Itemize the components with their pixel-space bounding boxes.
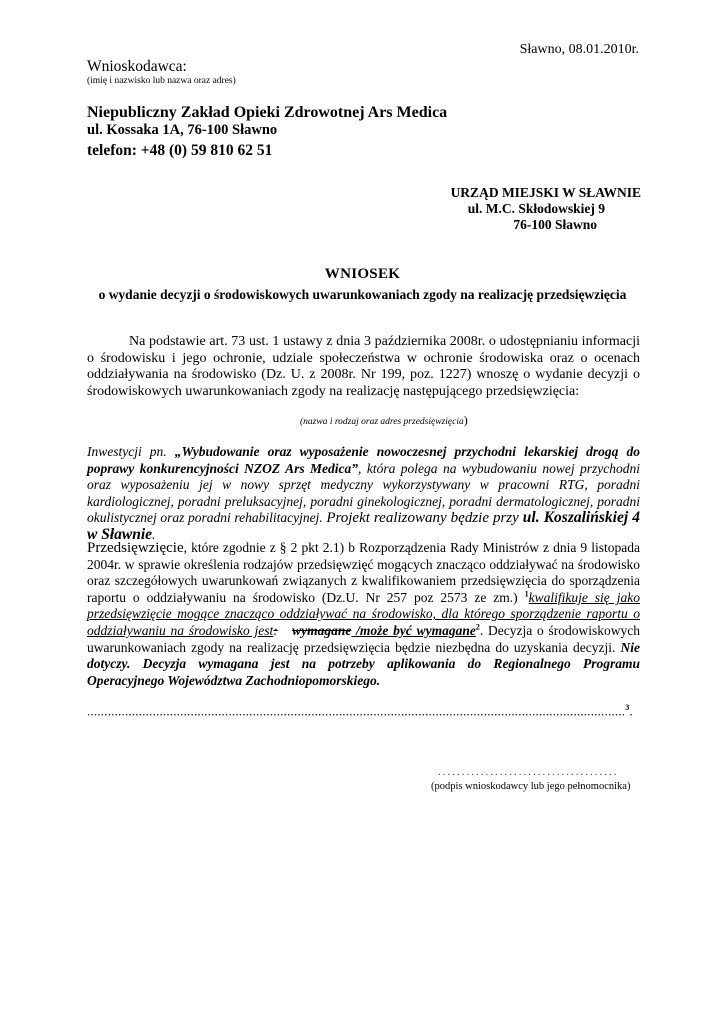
footnote-3: 3: [625, 703, 630, 712]
not-applicable-note: Nie dotyczy. Decyzja wymagana jest na potrzeby aplikowania do Regionalnego Programu Operacyjnego Województwa Zachodniopomorskiego.: [87, 639, 640, 688]
investment-end: .: [152, 526, 156, 542]
document-title: WNIOSEK: [324, 266, 401, 282]
org-phone: telefon: +48 (0) 59 810 62 51: [87, 142, 273, 159]
applicant-hint: (imię i nazwisko lub nazwa oraz adres): [87, 76, 236, 86]
request-text: Na podstawie art. 73 ust. 1 ustawy z dnia 3 października 2008r. o udostępnianiu informacji o środowisku i jego ochronie, udziale społeczeństwa w ochronie środowiska oraz o ocenach oddziaływania na środowisko (Dz. U. z 2008r. Nr 199, poz. 1227) wnoszę o wydanie decyzji o środowiskowych uwarunkowaniach zgody na realizację następującego przedsięwzięcia:: [87, 334, 640, 399]
decision-necessity: . Decyzja o środowiskowych uwarunkowaniach zgody na realizację przedsięwzięcia będzie niezbędna do uzyskania decyzji.: [87, 622, 641, 655]
recipient-office: [341, 185, 641, 233]
footnote-1: 1: [524, 589, 529, 599]
org-address: ul. Kossaka 1A, 76-100 Sławno: [87, 122, 278, 138]
dotted-line: [87, 703, 640, 719]
may-be-required: /może być wymagane: [351, 622, 476, 638]
applicant-label: Wnioskodawca:: [87, 58, 187, 75]
investment-location: ul. Koszalińskiej 4 w Sławnie: [87, 509, 640, 543]
dotted-fill: ............................................................................................................................................................: [87, 703, 626, 719]
office-street: ul. M.C. Skłodowskiej 9: [467, 201, 605, 216]
qualification-text: , które zgodnie z § 2 pkt 2.1) b Rozporządzenia Rady Ministrów z dnia 9 listopada 2004r. w sprawie określenia rodzajów przedsięwzięć mogących znacząco oddziaływać na środowisko oraz szczegółowych uwarunkowań związanych z kwalifikowaniem przedsięwzięcia do sporządzenia raportu o oddziaływaniu na środowisko (Dz.U. Nr 257 poz 2573 ze zm.): [87, 540, 640, 605]
investment-name: „Wybudowanie oraz wyposażenie nowoczesnej przychodni lekarskiej drogą do poprawy konkurencyjności NZOZ Ars Medica”: [87, 444, 641, 476]
project-hint-text: (nazwa i rodzaj oraz adres przedsięwzięcia: [300, 417, 464, 427]
footnote-2: 2: [475, 622, 480, 632]
qualification-statement: kwalifikuje się jako przedsięwzięcie mogące znacząco oddziaływać na środowisko, dla którego sporządzenie raportu o oddziaływaniu na środowisko jest: [87, 589, 640, 638]
org-name: Niepubliczny Zakład Opieki Zdrowotnej Ars Medica: [87, 104, 448, 121]
document-date: Sławno, 08.01.2010r.: [519, 42, 639, 57]
project-hint-paren: ): [463, 413, 468, 427]
project-hint: [300, 413, 468, 428]
investment-details: , która polega na wybudowaniu nowej przychodni oraz wyposażeniu jej w nowy sprzęt medyczny wykorzystywany w pracowni RTG, poradni kardiologicznej, poradni preluksacyjnej, poradni ginekologicznej, poradni dermatologicznej, poradni okulistycznej oraz poradni rehabilitacyjnej.: [87, 460, 641, 525]
dotted-end: .: [629, 703, 633, 719]
struck-required: wymagane: [292, 622, 352, 638]
qualification-paragraph: [87, 540, 640, 689]
investment-location-intro: Projekt realizowany będzie przy: [326, 510, 523, 526]
qualification-lead: Przedsięwzięcie: [87, 540, 184, 556]
request-paragraph: [87, 334, 640, 400]
office-name: URZĄD MIEJSKI W SŁAWNIE: [450, 185, 641, 200]
struck-colon: :: [273, 622, 278, 638]
signature-label: (podpis wnioskodawcy lub jego pełnomocnika): [431, 781, 631, 792]
investment-intro: Inwestycji pn.: [87, 444, 175, 459]
office-city: 76-100 Sławno: [513, 217, 597, 232]
signature-line: ......................................: [438, 766, 619, 778]
document-subtitle: o wydanie decyzji o środowiskowych uwarunkowaniach zgody na realizację przedsięwzięcia: [98, 287, 627, 302]
investment-description: [87, 444, 640, 543]
